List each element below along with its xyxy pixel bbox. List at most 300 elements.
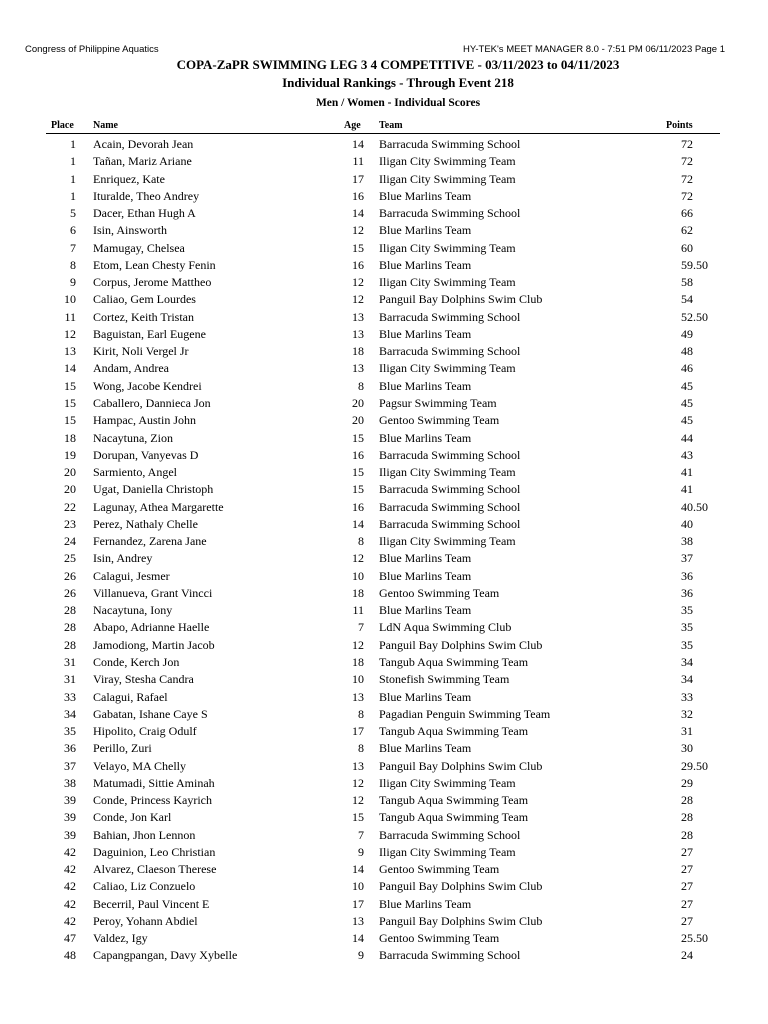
team-cell: Blue Marlins Team [379, 257, 472, 272]
points-cell: 54 [681, 292, 693, 307]
table-row [0, 430, 768, 447]
table-row [0, 291, 768, 308]
team-cell: Panguil Bay Dolphins Swim Club [379, 758, 543, 773]
age-cell: 18 [352, 654, 364, 669]
place-cell: 19 [64, 447, 76, 462]
name-cell: Becerril, Paul Vincent E [93, 896, 210, 911]
points-cell: 32 [681, 706, 693, 721]
table-row [0, 412, 768, 429]
team-cell: Iligan City Swimming Team [379, 154, 516, 169]
age-cell: 11 [352, 603, 364, 618]
points-cell: 27 [681, 879, 693, 894]
age-cell: 12 [352, 793, 364, 808]
team-cell: Gentoo Swimming Team [379, 931, 500, 946]
place-cell: 35 [64, 724, 76, 739]
table-row [0, 568, 768, 585]
team-cell: Iligan City Swimming Team [379, 240, 516, 255]
points-cell: 36 [681, 585, 693, 600]
name-cell: Isin, Ainsworth [93, 223, 168, 238]
age-cell: 8 [358, 534, 364, 549]
team-cell: Blue Marlins Team [379, 326, 472, 341]
points-cell: 34 [681, 672, 693, 687]
points-cell: 25.50 [681, 931, 708, 946]
place-cell: 23 [64, 516, 76, 531]
age-cell: 18 [352, 344, 364, 359]
name-cell: Caballero, Dannieca Jon [93, 395, 211, 410]
points-cell: 24 [681, 948, 693, 963]
team-cell: Panguil Bay Dolphins Swim Club [379, 879, 543, 894]
name-cell: Dacer, Ethan Hugh A [93, 206, 196, 221]
points-cell: 45 [681, 378, 693, 393]
team-cell: Tangub Aqua Swimming Team [379, 793, 529, 808]
place-cell: 26 [64, 585, 76, 600]
place-cell: 38 [64, 775, 76, 790]
place-cell: 39 [64, 810, 76, 825]
place-cell: 15 [64, 378, 76, 393]
place-cell: 28 [64, 603, 76, 618]
team-cell: Pagadian Penguin Swimming Team [379, 706, 551, 721]
place-cell: 47 [64, 931, 76, 946]
table-row [0, 878, 768, 895]
table-row [0, 257, 768, 274]
place-cell: 28 [64, 637, 76, 652]
table-row [0, 171, 768, 188]
table-row [0, 464, 768, 481]
name-cell: Hampac, Austin John [93, 413, 196, 428]
name-cell: Perez, Nathaly Chelle [93, 516, 198, 531]
place-cell: 42 [64, 896, 76, 911]
age-cell: 10 [352, 568, 364, 583]
team-cell: Barracuda Swimming School [379, 447, 521, 462]
age-cell: 10 [352, 672, 364, 687]
table-row [0, 533, 768, 550]
name-cell: Calagui, Jesmer [93, 568, 170, 583]
team-cell: Panguil Bay Dolphins Swim Club [379, 292, 543, 307]
place-cell: 39 [64, 827, 76, 842]
team-cell: Gentoo Swimming Team [379, 862, 500, 877]
table-row [0, 395, 768, 412]
age-cell: 13 [352, 913, 364, 928]
points-cell: 27 [681, 862, 693, 877]
team-cell: Barracuda Swimming School [379, 948, 521, 963]
team-cell: Blue Marlins Team [379, 741, 472, 756]
name-cell: Abapo, Adrianne Haelle [93, 620, 210, 635]
age-cell: 12 [352, 223, 364, 238]
table-row [0, 723, 768, 740]
place-cell: 20 [64, 482, 76, 497]
name-cell: Sarmiento, Angel [93, 465, 177, 480]
points-cell: 59.50 [681, 257, 708, 272]
team-cell: Barracuda Swimming School [379, 309, 521, 324]
place-cell: 42 [64, 913, 76, 928]
place-cell: 18 [64, 430, 76, 445]
team-cell: Barracuda Swimming School [379, 482, 521, 497]
points-cell: 36 [681, 568, 693, 583]
points-cell: 29.50 [681, 758, 708, 773]
age-cell: 7 [358, 827, 364, 842]
name-cell: Caliao, Gem Lourdes [93, 292, 196, 307]
column-header-name: Name [93, 120, 118, 131]
table-row [0, 654, 768, 671]
team-cell: Blue Marlins Team [379, 430, 472, 445]
place-cell: 36 [64, 741, 76, 756]
place-cell: 10 [64, 292, 76, 307]
name-cell: Enriquez, Kate [93, 171, 165, 186]
place-cell: 8 [70, 257, 76, 272]
place-cell: 1 [70, 137, 76, 151]
column-header-points: Points [666, 120, 693, 131]
team-cell: Pagsur Swimming Team [379, 395, 497, 410]
name-cell: Capangpangan, Davy Xybelle [93, 948, 238, 963]
age-cell: 7 [358, 620, 364, 635]
team-cell: Barracuda Swimming School [379, 206, 521, 221]
team-cell: Barracuda Swimming School [379, 827, 521, 842]
place-cell: 22 [64, 499, 76, 514]
name-cell: Conde, Princess Kayrich [93, 793, 212, 808]
age-cell: 12 [352, 551, 364, 566]
team-cell: Blue Marlins Team [379, 551, 472, 566]
table-row [0, 758, 768, 775]
name-cell: Dorupan, Vanyevas D [93, 447, 199, 462]
points-cell: 44 [681, 430, 693, 445]
team-cell: Blue Marlins Team [379, 896, 472, 911]
age-cell: 20 [352, 413, 364, 428]
place-cell: 26 [64, 568, 76, 583]
age-cell: 8 [358, 706, 364, 721]
name-cell: Conde, Jon Karl [93, 810, 172, 825]
table-row [0, 240, 768, 257]
name-cell: Jamodiong, Martin Jacob [93, 637, 215, 652]
points-cell: 37 [681, 551, 693, 566]
team-cell: Iligan City Swimming Team [379, 775, 516, 790]
age-cell: 12 [352, 292, 364, 307]
name-cell: Fernandez, Zarena Jane [93, 534, 207, 549]
age-cell: 9 [358, 948, 364, 963]
age-cell: 16 [352, 499, 364, 514]
team-cell: Gentoo Swimming Team [379, 413, 500, 428]
place-cell: 1 [70, 188, 76, 203]
points-cell: 49 [681, 326, 693, 341]
name-cell: Gabatan, Ishane Caye S [93, 706, 208, 721]
team-cell: Blue Marlins Team [379, 223, 472, 238]
table-row [0, 447, 768, 464]
points-cell: 41 [681, 482, 693, 497]
age-cell: 17 [352, 171, 364, 186]
team-cell: Panguil Bay Dolphins Swim Club [379, 637, 543, 652]
team-cell: Blue Marlins Team [379, 603, 472, 618]
table-row [0, 619, 768, 636]
name-cell: Perillo, Zuri [93, 741, 152, 756]
team-cell: Gentoo Swimming Team [379, 585, 500, 600]
place-cell: 1 [70, 154, 76, 169]
table-row [0, 809, 768, 826]
table-row [0, 205, 768, 222]
name-cell: Daguinion, Leo Christian [93, 844, 216, 859]
table-row [0, 550, 768, 567]
place-cell: 42 [64, 879, 76, 894]
points-cell: 35 [681, 637, 693, 652]
name-cell: Corpus, Jerome Mattheo [93, 275, 212, 290]
team-cell: Iligan City Swimming Team [379, 844, 516, 859]
report-title: Individual Rankings - Through Event 218 [282, 75, 514, 90]
table-row [0, 792, 768, 809]
points-cell: 34 [681, 654, 693, 669]
table-row [0, 706, 768, 723]
team-cell: Blue Marlins Team [379, 188, 472, 203]
place-cell: 6 [70, 223, 76, 238]
place-cell: 39 [64, 793, 76, 808]
table-row [0, 861, 768, 878]
points-cell: 52.50 [681, 309, 708, 324]
software-timestamp: HY-TEK's MEET MANAGER 8.0 - 7:51 PM 06/11/2023 Page 1 [463, 44, 725, 55]
points-cell: 28 [681, 810, 693, 825]
points-cell: 48 [681, 344, 693, 359]
points-cell: 35 [681, 620, 693, 635]
age-cell: 14 [352, 516, 364, 531]
age-cell: 10 [352, 879, 364, 894]
name-cell: Calagui, Rafael [93, 689, 168, 704]
team-cell: Barracuda Swimming School [379, 344, 521, 359]
table-row [0, 222, 768, 239]
name-cell: Viray, Stesha Candra [93, 672, 194, 687]
table-row [0, 481, 768, 498]
place-cell: 13 [64, 344, 76, 359]
points-cell: 40.50 [681, 499, 708, 514]
team-cell: Iligan City Swimming Team [379, 171, 516, 186]
name-cell: Peroy, Yohann Abdiel [93, 913, 198, 928]
name-cell: Acain, Devorah Jean [93, 137, 194, 151]
name-cell: Velayo, MA Chelly [93, 758, 186, 773]
team-cell: Blue Marlins Team [379, 378, 472, 393]
age-cell: 20 [352, 395, 364, 410]
column-header-age: Age [344, 120, 361, 131]
table-row [0, 499, 768, 516]
name-cell: Hipolito, Craig Odulf [93, 724, 197, 739]
age-cell: 14 [352, 137, 364, 151]
team-cell: Blue Marlins Team [379, 689, 472, 704]
table-row [0, 637, 768, 654]
name-cell: Ituralde, Theo Andrey [93, 188, 200, 203]
table-row [0, 602, 768, 619]
place-cell: 15 [64, 395, 76, 410]
points-cell: 27 [681, 844, 693, 859]
team-cell: Barracuda Swimming School [379, 137, 521, 151]
table-row [0, 844, 768, 861]
age-cell: 13 [352, 758, 364, 773]
age-cell: 12 [352, 275, 364, 290]
place-cell: 7 [70, 240, 76, 255]
name-cell: Tañan, Mariz Ariane [93, 154, 192, 169]
table-row [0, 740, 768, 757]
team-cell: Barracuda Swimming School [379, 499, 521, 514]
points-cell: 60 [681, 240, 693, 255]
table-row [0, 827, 768, 844]
rankings-table [0, 136, 768, 965]
name-cell: Alvarez, Claeson Therese [93, 862, 217, 877]
name-cell: Kirit, Noli Vergel Jr [93, 344, 189, 359]
age-cell: 18 [352, 585, 364, 600]
name-cell: Villanueva, Grant Vincci [93, 585, 213, 600]
age-cell: 15 [352, 465, 364, 480]
name-cell: Nacaytuna, Zion [93, 430, 173, 445]
team-cell: Barracuda Swimming School [379, 516, 521, 531]
place-cell: 15 [64, 413, 76, 428]
age-cell: 14 [352, 206, 364, 221]
place-cell: 34 [64, 706, 76, 721]
team-cell: Iligan City Swimming Team [379, 534, 516, 549]
table-row [0, 326, 768, 343]
points-cell: 72 [681, 188, 693, 203]
age-cell: 13 [352, 689, 364, 704]
place-cell: 42 [64, 844, 76, 859]
points-cell: 72 [681, 137, 693, 151]
table-row [0, 585, 768, 602]
place-cell: 5 [70, 206, 76, 221]
place-cell: 28 [64, 620, 76, 635]
points-cell: 28 [681, 827, 693, 842]
age-cell: 17 [352, 896, 364, 911]
table-row [0, 343, 768, 360]
place-cell: 48 [64, 948, 76, 963]
points-cell: 72 [681, 171, 693, 186]
name-cell: Cortez, Keith Tristan [93, 309, 194, 324]
age-cell: 13 [352, 361, 364, 376]
age-cell: 8 [358, 741, 364, 756]
table-row [0, 930, 768, 947]
place-cell: 25 [64, 551, 76, 566]
name-cell: Baguistan, Earl Eugene [93, 326, 206, 341]
table-row [0, 153, 768, 170]
team-cell: Blue Marlins Team [379, 568, 472, 583]
team-cell: Tangub Aqua Swimming Team [379, 724, 529, 739]
points-cell: 58 [681, 275, 693, 290]
points-cell: 40 [681, 516, 693, 531]
points-cell: 72 [681, 154, 693, 169]
points-cell: 41 [681, 465, 693, 480]
age-cell: 16 [352, 188, 364, 203]
age-cell: 13 [352, 309, 364, 324]
team-cell: Panguil Bay Dolphins Swim Club [379, 913, 543, 928]
place-cell: 9 [70, 275, 76, 290]
table-row [0, 896, 768, 913]
points-cell: 35 [681, 603, 693, 618]
place-cell: 1 [70, 171, 76, 186]
points-cell: 62 [681, 223, 693, 238]
table-row [0, 689, 768, 706]
column-header-team: Team [379, 120, 403, 131]
table-row [0, 378, 768, 395]
team-cell: Stonefish Swimming Team [379, 672, 510, 687]
age-cell: 8 [358, 378, 364, 393]
table-row [0, 913, 768, 930]
table-row [0, 274, 768, 291]
team-cell: LdN Aqua Swimming Club [379, 620, 512, 635]
table-row [0, 516, 768, 533]
points-cell: 27 [681, 913, 693, 928]
points-cell: 29 [681, 775, 693, 790]
table-row [0, 775, 768, 792]
team-cell: Tangub Aqua Swimming Team [379, 654, 529, 669]
points-cell: 43 [681, 447, 693, 462]
place-cell: 14 [64, 361, 76, 376]
age-cell: 16 [352, 257, 364, 272]
place-cell: 37 [64, 758, 76, 773]
points-cell: 28 [681, 793, 693, 808]
points-cell: 30 [681, 741, 693, 756]
place-cell: 11 [64, 309, 76, 324]
age-cell: 15 [352, 810, 364, 825]
name-cell: Mamugay, Chelsea [93, 240, 185, 255]
table-row [0, 309, 768, 326]
points-cell: 38 [681, 534, 693, 549]
place-cell: 12 [64, 326, 76, 341]
team-cell: Iligan City Swimming Team [379, 275, 516, 290]
team-cell: Iligan City Swimming Team [379, 361, 516, 376]
place-cell: 33 [64, 689, 76, 704]
points-cell: 46 [681, 361, 693, 376]
name-cell: Etom, Lean Chesty Fenin [93, 257, 216, 272]
name-cell: Nacaytuna, Iony [93, 603, 173, 618]
organization-name: Congress of Philippine Aquatics [25, 44, 159, 55]
points-cell: 27 [681, 896, 693, 911]
name-cell: Conde, Kerch Jon [93, 654, 180, 669]
age-cell: 12 [352, 637, 364, 652]
points-cell: 66 [681, 206, 693, 221]
name-cell: Ugat, Daniella Christoph [93, 482, 214, 497]
age-cell: 14 [352, 931, 364, 946]
age-cell: 15 [352, 240, 364, 255]
meet-title: COPA-ZaPR SWIMMING LEG 3 4 COMPETITIVE - 03/11/2023 to 04/11/2023 [176, 57, 620, 72]
team-cell: Tangub Aqua Swimming Team [379, 810, 529, 825]
place-cell: 20 [64, 465, 76, 480]
column-header-place: Place [51, 120, 74, 131]
name-cell: Lagunay, Athea Margarette [93, 499, 224, 514]
name-cell: Wong, Jacobe Kendrei [93, 378, 202, 393]
name-cell: Matumadi, Sittie Aminah [93, 775, 215, 790]
name-cell: Isin, Andrey [93, 551, 153, 566]
header-divider [46, 133, 720, 134]
team-cell: Iligan City Swimming Team [379, 465, 516, 480]
place-cell: 31 [64, 654, 76, 669]
age-cell: 9 [358, 844, 364, 859]
place-cell: 24 [64, 534, 76, 549]
age-cell: 16 [352, 447, 364, 462]
age-cell: 15 [352, 430, 364, 445]
age-cell: 11 [352, 154, 364, 169]
place-cell: 31 [64, 672, 76, 687]
name-cell: Andam, Andrea [93, 361, 169, 376]
age-cell: 17 [352, 724, 364, 739]
name-cell: Caliao, Liz Conzuelo [93, 879, 196, 894]
points-cell: 45 [681, 413, 693, 428]
place-cell: 42 [64, 862, 76, 877]
table-row [0, 360, 768, 377]
table-row [0, 188, 768, 205]
points-cell: 33 [681, 689, 693, 704]
name-cell: Valdez, Igy [93, 931, 148, 946]
age-cell: 15 [352, 482, 364, 497]
points-cell: 45 [681, 395, 693, 410]
age-cell: 12 [352, 775, 364, 790]
table-row [0, 671, 768, 688]
points-cell: 31 [681, 724, 693, 739]
age-cell: 13 [352, 326, 364, 341]
section-title: Men / Women - Individual Scores [315, 97, 481, 109]
table-row [0, 947, 768, 964]
age-cell: 14 [352, 862, 364, 877]
name-cell: Bahian, Jhon Lennon [93, 827, 196, 842]
table-row [0, 136, 768, 153]
